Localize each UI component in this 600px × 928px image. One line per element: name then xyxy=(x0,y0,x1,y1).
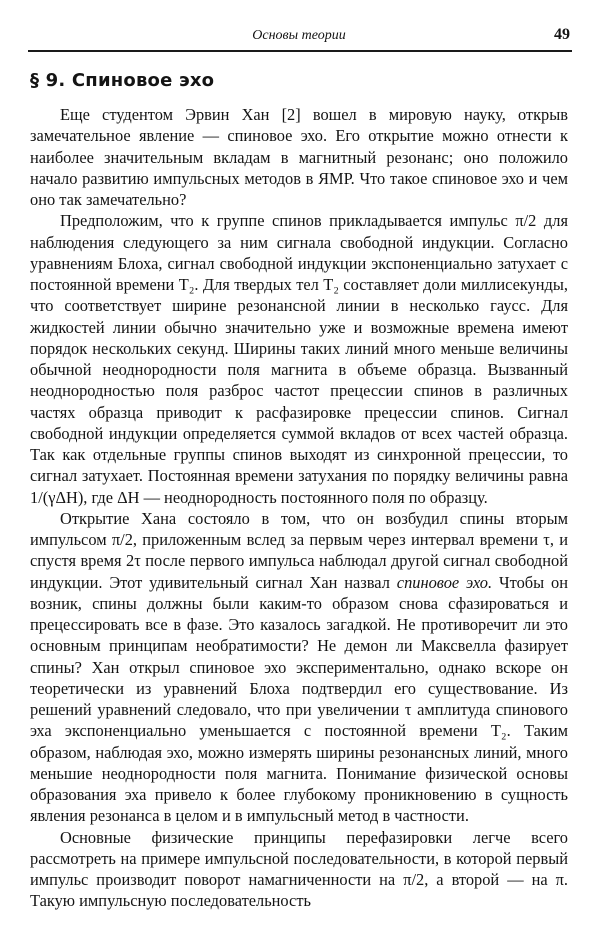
paragraph-4: Основные физические принципы перефазировки легче всего рассмотреть на примере импульсной последовательности, в которой первый импульс производит поворот намагниченности на π/2, а второй — на π. Такую импульсную последовательность xyxy=(30,827,568,911)
running-head xyxy=(28,22,570,50)
paragraph-2: Предположим, что к группе спинов прикладывается импульс π/2 для наблюдения следующего за ним сигнала свободной индукции. Согласно уравнениям Блоха, сигнал свободной индукции экспоненциально затухает с постоянной времени T₂. Для твердых тел T₂ составляет доли миллисекунды, что соответствует ширине резонансной линии в несколько гаусс. Для жидкостей линии обычно значительно уже и возможные времена имеют порядок нескольких секунд. Ширины таких линий много меньше величины обычной неоднородности поля магнита в объеме образца. Вызванный неоднородностью поля разброс частот прецессии спинов в различных частях образца приводит к расфазировке прецессии спинов. Сигнал свободной индукции определяется суммой вкладов от всех частей образца. Так как отдельные группы спинов выходят из синхронной прецессии, то сигнал затухает. Постоянная времени затухания по порядку величины равна 1/(γΔH), где ΔH — неоднородность постоянного поля по образцу. xyxy=(30,211,568,507)
paragraph-3-part-1: Открытие Хана состояло в том, что он возбудил спины вторым импульсом π/2, приложенным вслед за первым через интервал времени τ, и спустя время 2τ после первого импульса наблюдал другой сигнал свободной индукции. Этот удивительный сигнал Хан назвал xyxy=(30,508,568,592)
paragraph-3 xyxy=(30,508,568,827)
header-rule xyxy=(28,50,572,52)
body-text xyxy=(30,104,568,912)
paragraph-1: Еще студентом Эрвин Хан [2] вошел в мировую науку, открыв замечательное явление — спиновое эхо. Его открытие можно отнести к наиболее значительным вкладам в магнитный резонанс; оно положило начало развитию импульсных методов в ЯМР. Что такое спиновое эхо и чем оно так замечательно? xyxy=(30,105,568,209)
paragraph-3-term: спиновое эхо. xyxy=(396,572,493,592)
page-number: 49 xyxy=(554,26,570,43)
section-title: § 9. Спиновое эхо xyxy=(30,70,215,91)
paragraph-3-part-2: Чтобы он возник, спины должны были каким-то образом снова сфазироваться и прецессировать все в фазе. Это казалось загадкой. Не противоречит ли это основным принципам необратимости? Не демон ли Максвелла фазирует спины? Хан открыл спиновое эхо экспериментально, однако вскоре он теоретически из уравнений Блоха подтвердил его существование. Из решений уравнений следовало, что при увеличении τ амплитуда спинового эха экспоненциально уменьшается с постоянной времени T₂. Таким образом, наблюдая эхо, можно измерять ширины резонансных линий, много меньшие неоднородности поля магнита. Понимание физической основы образования эха привело к более глубокому проникновению в сущность явления резонанса в целом и в импульсный метод в частности. xyxy=(30,572,568,826)
running-title: Основы теории xyxy=(252,28,346,43)
